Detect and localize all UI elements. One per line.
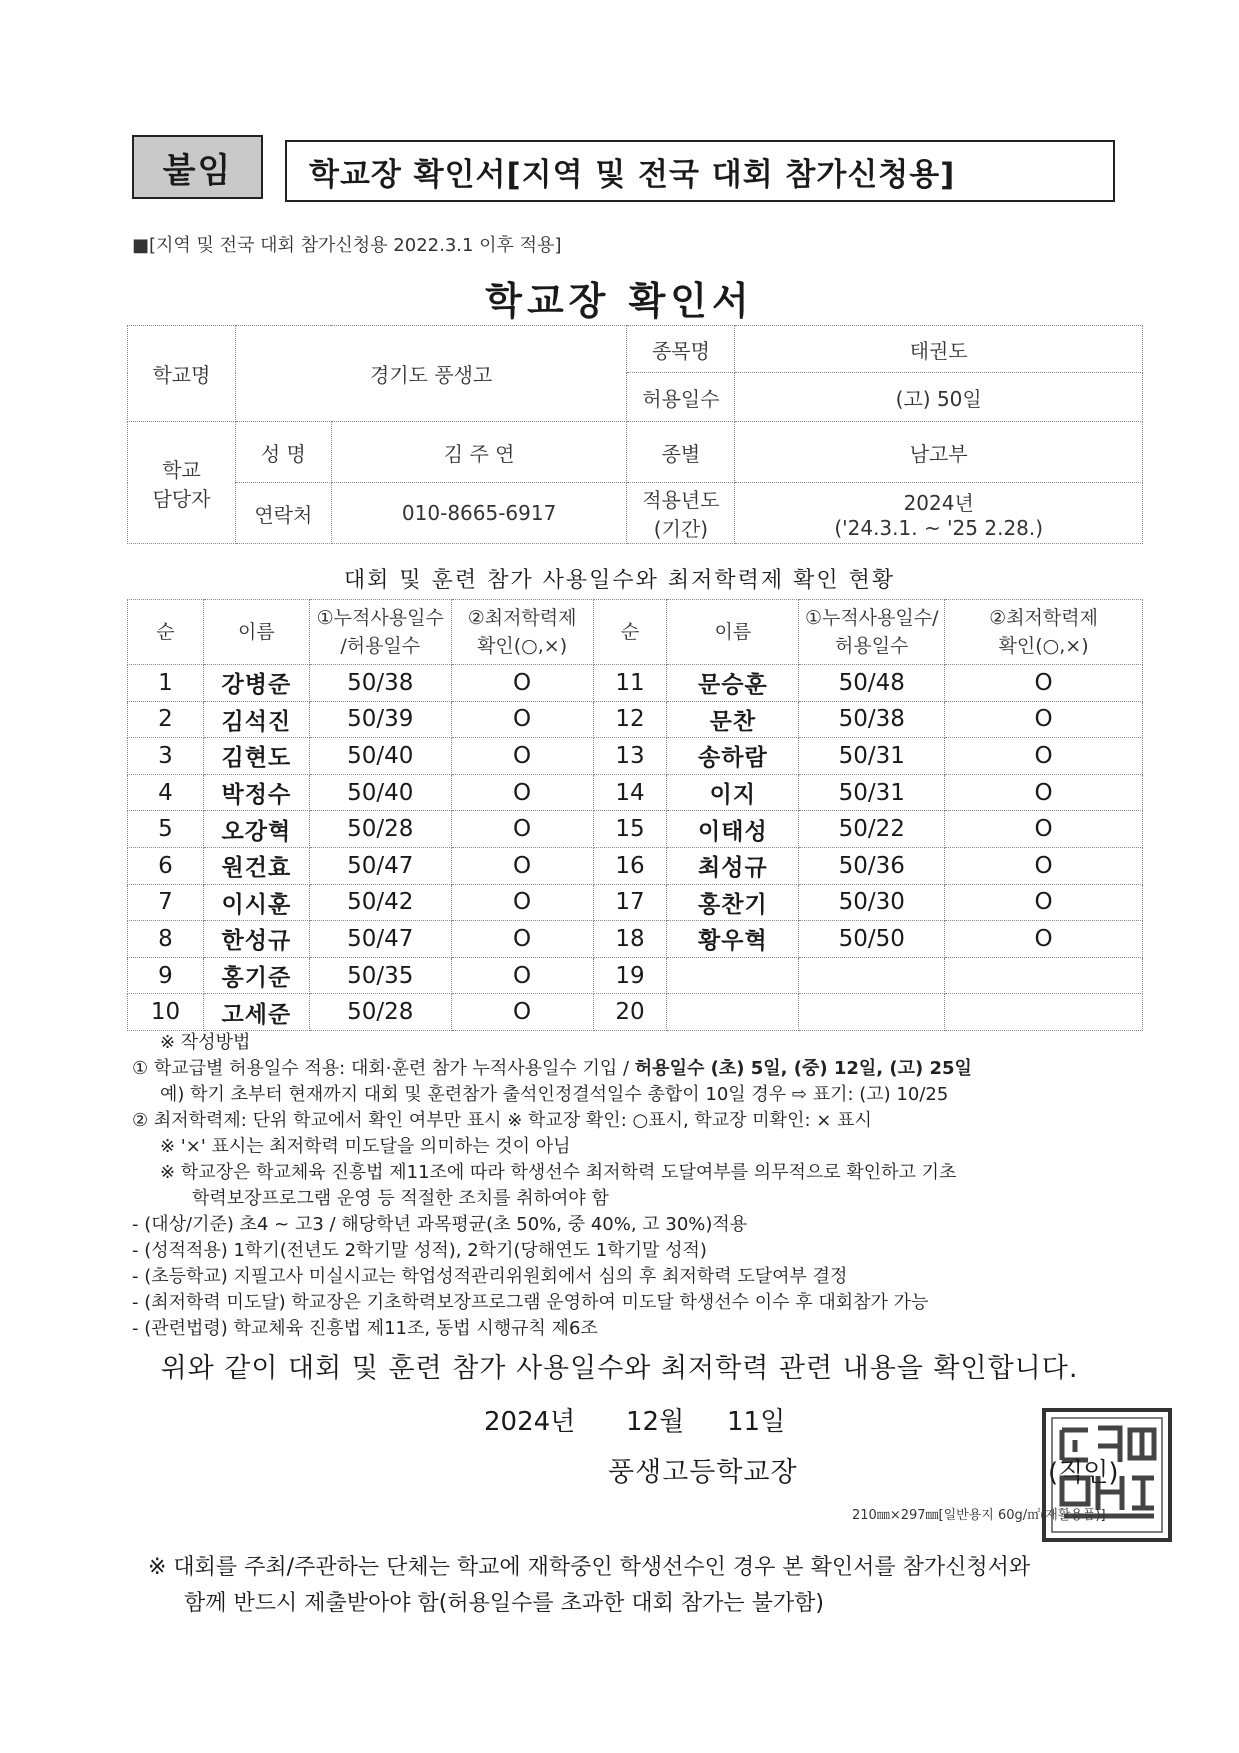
student-days: 50/40 — [309, 774, 451, 811]
col-check — [451, 600, 593, 665]
student-days: 50/28 — [309, 994, 451, 1031]
col-no-right: 순 — [593, 600, 667, 665]
year-label-line2: (기간) — [653, 517, 709, 541]
year-label-line1: 적용년도 — [642, 488, 720, 512]
col-check-right — [945, 600, 1143, 665]
detail-2: - (성적적용) 1학기(전년도 2학기말 성적), 2학기(당해연도 1학기말 성적) — [132, 1240, 707, 1261]
student-name: 황우혁 — [667, 921, 799, 958]
manager-label-line1: 학교 — [162, 457, 201, 482]
paper-spec: 210㎜×297㎜[일반용지 60g/㎡(재활용품)] — [852, 1508, 1106, 1523]
student-check: O — [945, 847, 1143, 884]
student-days: 50/38 — [799, 701, 945, 738]
sport-value: 태권도 — [735, 326, 1143, 373]
sport-label: 종목명 — [627, 326, 735, 373]
student-check — [945, 994, 1143, 1031]
student-name: 홍기준 — [203, 957, 309, 994]
student-check: O — [945, 811, 1143, 848]
year-value — [735, 483, 1143, 544]
table-row — [128, 921, 1143, 958]
student-days: 50/39 — [309, 701, 451, 738]
student-name: 이태성 — [667, 811, 799, 848]
manager-label — [128, 422, 236, 544]
school-info-table — [127, 325, 1143, 544]
contact-value: 010-8665-6917 — [331, 483, 627, 544]
row-no: 14 — [593, 774, 667, 811]
principal-title: 풍생고등학교장 — [608, 1457, 798, 1488]
row-no: 8 — [128, 921, 204, 958]
confirmation-statement: 위와 같이 대회 및 훈련 참가 사용일수와 최저학력 관련 내용을 확인합니다. — [160, 1353, 1079, 1384]
table-row — [128, 811, 1143, 848]
student-days: 50/31 — [799, 738, 945, 775]
note-2: ② 최저학력제: 단위 학교에서 확인 여부만 표시 ※ 학교장 확인: ○표시, 학교장 미확인: × 표시 — [132, 1110, 872, 1131]
row-no: 5 — [128, 811, 204, 848]
allowed-days-label: 허용일수 — [627, 373, 735, 422]
row-no: 17 — [593, 884, 667, 921]
attachment-badge: 붙임 — [132, 135, 263, 199]
student-days: 50/31 — [799, 774, 945, 811]
student-days — [799, 994, 945, 1031]
manager-label-line2: 담당자 — [152, 486, 211, 511]
student-days: 50/38 — [309, 665, 451, 702]
student-name: 송하람 — [667, 738, 799, 775]
col-check-line2: 확인(○,×) — [477, 635, 568, 657]
student-name: 이시훈 — [203, 884, 309, 921]
row-no: 3 — [128, 738, 204, 775]
row-no: 12 — [593, 701, 667, 738]
student-check: O — [451, 701, 593, 738]
seal-label: (직인) — [1048, 1458, 1119, 1488]
table-row — [128, 738, 1143, 775]
notes-heading: ※ 작성방법 — [160, 1032, 251, 1053]
year-value-period: ('24.3.1. ~ '25 2.28.) — [834, 515, 1044, 540]
note-1-bold: 허용일수 (초) 5일, (중) 12일, (고) 25일 — [634, 1058, 972, 1079]
student-name: 한성규 — [203, 921, 309, 958]
student-days: 50/30 — [799, 884, 945, 921]
col-days-right — [799, 600, 945, 665]
student-days — [799, 957, 945, 994]
student-days: 50/50 — [799, 921, 945, 958]
student-check: O — [451, 774, 593, 811]
student-name: 문승훈 — [667, 665, 799, 702]
col-name-right: 이름 — [667, 600, 799, 665]
gender-label: 종별 — [627, 422, 735, 483]
year-label — [627, 483, 735, 544]
student-name: 김현도 — [203, 738, 309, 775]
row-no: 6 — [128, 847, 204, 884]
student-check — [945, 957, 1143, 994]
student-check: O — [945, 884, 1143, 921]
table-row — [128, 994, 1143, 1031]
student-name: 원건효 — [203, 847, 309, 884]
table-row — [128, 665, 1143, 702]
note-4-cont: 학력보장프로그램 운영 등 적절한 조치를 취하여야 함 — [192, 1188, 609, 1209]
contact-label: 연락처 — [235, 483, 331, 544]
student-check: O — [451, 738, 593, 775]
student-name — [667, 957, 799, 994]
row-no: 18 — [593, 921, 667, 958]
student-check: O — [945, 665, 1143, 702]
col-no: 순 — [128, 600, 204, 665]
student-check: O — [945, 738, 1143, 775]
student-check: O — [945, 774, 1143, 811]
school-value: 경기도 풍생고 — [235, 326, 627, 422]
page-title: 학교장 확인서 — [485, 279, 754, 323]
row-no: 15 — [593, 811, 667, 848]
col-days-right-line2: 허용일수 — [835, 635, 909, 657]
note-1-example: 예) 학기 초부터 현재까지 대회 및 훈련참가 출석인정결석일수 총합이 10일 경우 ⇨ 표기: (고) 10/25 — [160, 1084, 949, 1105]
col-days-line1: ①누적사용일수 — [316, 607, 444, 629]
document-heading: 학교장 확인서[지역 및 전국 대회 참가신청용] — [285, 140, 1115, 202]
col-days-right-line1: ①누적사용일수/ — [804, 607, 939, 629]
name-value: 김 주 연 — [331, 422, 627, 483]
row-no: 16 — [593, 847, 667, 884]
student-check: O — [451, 665, 593, 702]
allowed-days-value: (고) 50일 — [735, 373, 1143, 422]
col-days-line2: /허용일수 — [340, 635, 421, 657]
student-days: 50/48 — [799, 665, 945, 702]
col-check-right-line1: ②최저학력제 — [989, 607, 1098, 629]
student-days: 50/40 — [309, 738, 451, 775]
student-name: 강병준 — [203, 665, 309, 702]
student-check: O — [451, 884, 593, 921]
student-name: 최성규 — [667, 847, 799, 884]
table-row — [128, 701, 1143, 738]
footnote-line2: 함께 반드시 제출받아야 함(허용일수를 초과한 대회 참가는 불가함) — [184, 1591, 824, 1616]
table-row — [128, 957, 1143, 994]
row-no: 20 — [593, 994, 667, 1031]
row-no: 1 — [128, 665, 204, 702]
date-year: 2024년 — [484, 1407, 576, 1437]
student-name: 김석진 — [203, 701, 309, 738]
table-row — [128, 847, 1143, 884]
school-label: 학교명 — [128, 326, 236, 422]
footnote — [148, 1550, 1030, 1622]
student-check: O — [945, 701, 1143, 738]
footnote-line1: ※ 대회를 주최/주관하는 단체는 학교에 재학중인 학생선수인 경우 본 확인서를 참가신청서와 — [148, 1555, 1031, 1580]
section-title: 대회 및 훈련 참가 사용일수와 최저학력제 확인 현황 — [343, 568, 896, 593]
student-days: 50/36 — [799, 847, 945, 884]
row-no: 9 — [128, 957, 204, 994]
student-name: 오강혁 — [203, 811, 309, 848]
note-3: ※ '×' 표시는 최저학력 미도달을 의미하는 것이 아님 — [160, 1136, 571, 1157]
table-row — [128, 774, 1143, 811]
student-name: 박정수 — [203, 774, 309, 811]
row-no: 19 — [593, 957, 667, 994]
detail-3: - (초등학교) 지필고사 미실시교는 학업성적관리위원회에서 심의 후 최저학력 도달여부 결정 — [132, 1266, 848, 1287]
col-days — [309, 600, 451, 665]
note-4: ※ 학교장은 학교체육 진흥법 제11조에 따라 학생선수 최저학력 도달여부를 의무적으로 확인하고 기초 — [160, 1162, 957, 1183]
row-no: 4 — [128, 774, 204, 811]
student-days: 50/47 — [309, 847, 451, 884]
table-row — [128, 884, 1143, 921]
student-days: 50/42 — [309, 884, 451, 921]
student-name: 고세준 — [203, 994, 309, 1031]
detail-1: - (대상/기준) 초4 ~ 고3 / 해당학년 과목평균(초 50%, 중 40%, 고 30%)적용 — [132, 1214, 748, 1235]
col-check-right-line2: 확인(○,×) — [998, 635, 1089, 657]
student-check: O — [451, 994, 593, 1031]
detail-5: - (관련법령) 학교체육 진흥법 제11조, 동법 시행규칙 제6조 — [132, 1318, 598, 1339]
student-days: 50/35 — [309, 957, 451, 994]
student-name: 이지 — [667, 774, 799, 811]
note-1-text: ① 학교급별 허용일수 적용: 대회·훈련 참가 누적사용일수 기입 / — [132, 1058, 635, 1079]
writing-instructions — [132, 1030, 1142, 1342]
student-check: O — [451, 957, 593, 994]
col-check-line1: ②최저학력제 — [467, 607, 577, 629]
roster-table — [127, 599, 1143, 1031]
date-month: 12월 — [626, 1407, 685, 1437]
date-day: 11일 — [727, 1407, 786, 1437]
gender-value: 남고부 — [735, 422, 1143, 483]
student-check: O — [451, 921, 593, 958]
student-check: O — [451, 811, 593, 848]
student-name: 홍찬기 — [667, 884, 799, 921]
row-no: 2 — [128, 701, 204, 738]
student-name — [667, 994, 799, 1031]
student-days: 50/28 — [309, 811, 451, 848]
detail-4: - (최저학력 미도달) 학교장은 기초학력보장프로그램 운영하여 미도달 학생선수 이수 후 대회참가 가능 — [132, 1292, 929, 1313]
col-name: 이름 — [203, 600, 309, 665]
year-value-year: 2024년 — [903, 490, 974, 515]
student-check: O — [451, 847, 593, 884]
row-no: 10 — [128, 994, 204, 1031]
applicability-notice: ■[지역 및 전국 대회 참가신청용 2022.3.1 이후 적용] — [132, 235, 562, 256]
name-label: 성 명 — [235, 422, 331, 483]
student-name: 문찬 — [667, 701, 799, 738]
row-no: 11 — [593, 665, 667, 702]
student-check: O — [945, 921, 1143, 958]
row-no: 13 — [593, 738, 667, 775]
student-days: 50/47 — [309, 921, 451, 958]
student-days: 50/22 — [799, 811, 945, 848]
row-no: 7 — [128, 884, 204, 921]
note-1 — [132, 1056, 1142, 1082]
